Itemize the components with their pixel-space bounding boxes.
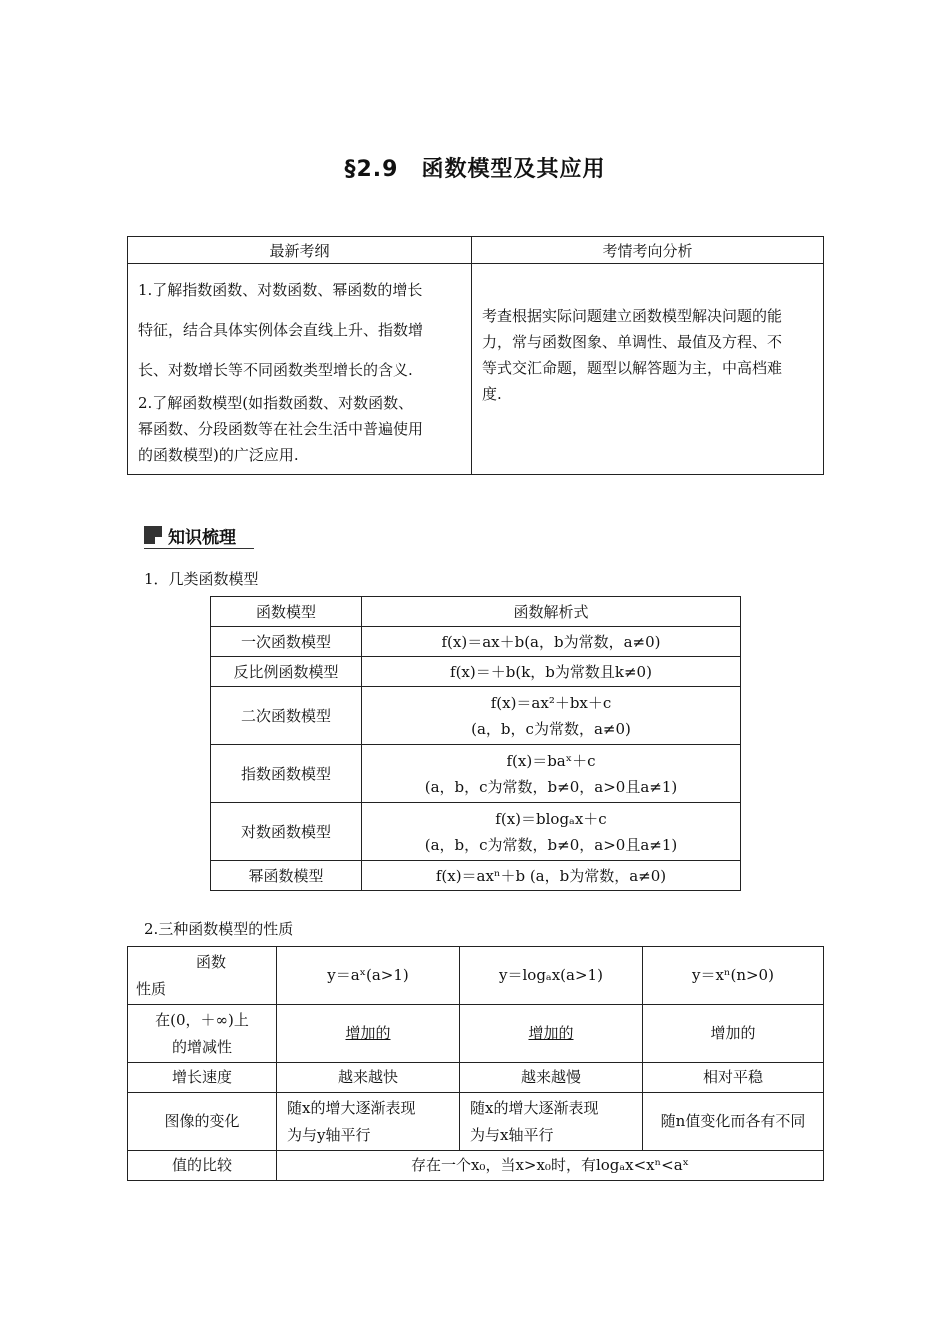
row-label: 图像的变化 [128, 1093, 277, 1151]
formula-line: (a，b，c为常数，b≠0，a>0且a≠1) [424, 835, 678, 854]
function-models-table [210, 596, 741, 891]
cell-value: 越来越快 [277, 1063, 460, 1093]
model-formula [362, 687, 741, 745]
syllabus-line: 特征，结合具体实例体会直线上升、指数增 [138, 321, 424, 339]
formula-line: f(x)＝ax²＋bx＋c [490, 693, 612, 712]
part2-heading: 2.三种函数模型的性质 [144, 920, 294, 938]
section-square-icon [144, 526, 162, 544]
syllabus-line: 1.了解指数函数、对数函数、幂函数的增长 [138, 281, 423, 299]
answer-text: 增加的 [528, 1024, 574, 1042]
formula-line: f(x)＝blogₐx＋c [495, 809, 607, 828]
models-header-formula: 函数解析式 [362, 597, 741, 627]
row-label: 值的比较 [128, 1151, 277, 1181]
models-header-name: 函数模型 [211, 597, 362, 627]
answer-text: 增加的 [345, 1024, 391, 1042]
column-log: y＝logₐx(a>1) [460, 947, 643, 1005]
model-name: 反比例函数模型 [211, 657, 362, 687]
formula-line: (a，b，c为常数，a≠0) [471, 719, 631, 738]
cell-line: 为与y轴平行 [287, 1125, 371, 1144]
syllabus-line: 的函数模型)的广泛应用. [138, 446, 299, 464]
analysis-line: 考查根据实际问题建立函数模型解决问题的能 [482, 307, 783, 325]
model-formula [362, 803, 741, 861]
corner-top: 函数 [196, 952, 227, 971]
properties-table [127, 946, 824, 1181]
column-power: y＝xⁿ(n>0) [643, 947, 824, 1005]
column-exp: y＝aˣ(a>1) [277, 947, 460, 1005]
cell-line: 随x的增大逐渐表现 [287, 1098, 416, 1117]
cell-line: 随x的增大逐渐表现 [470, 1098, 599, 1117]
analysis-line: 力，常与函数图象、单调性、最值及方程、不 [482, 333, 783, 351]
row-label-line: 的增减性 [171, 1037, 232, 1056]
model-name: 一次函数模型 [211, 627, 362, 657]
syllabus-requirements [128, 264, 472, 475]
cell-value [277, 1093, 460, 1151]
syllabus-header-left: 最新考纲 [128, 237, 472, 264]
cell-value [460, 1005, 643, 1063]
cell-value: 增加的 [643, 1005, 824, 1063]
syllabus-line: 长、对数增长等不同函数类型增长的含义. [138, 361, 413, 379]
corner-bottom: 性质 [136, 979, 167, 998]
formula-line: (a，b，c为常数，b≠0，a>0且a≠1) [424, 777, 678, 796]
page-title: §2.9 函数模型及其应用 [344, 157, 606, 182]
model-name: 二次函数模型 [211, 687, 362, 745]
row-label-line: 在(0，＋∞)上 [155, 1010, 249, 1029]
analysis-line: 度. [482, 385, 502, 403]
analysis-line: 等式交汇命题，题型以解答题为主，中高档难 [482, 359, 783, 377]
cell-line: 为与x轴平行 [470, 1125, 554, 1144]
syllabus-analysis [472, 264, 824, 475]
section-header [144, 522, 254, 549]
cell-value: 随n值变化而各有不同 [643, 1093, 824, 1151]
cell-value: 越来越慢 [460, 1063, 643, 1093]
model-formula: f(x)＝＋b(k，b为常数且k≠0) [362, 657, 741, 687]
syllabus-table [127, 236, 824, 475]
section-title: 知识梳理 [168, 528, 236, 548]
part1-heading: 1．几类函数模型 [144, 570, 259, 588]
corner-header [128, 947, 277, 1005]
cell-value [460, 1093, 643, 1151]
model-formula [362, 745, 741, 803]
model-formula: f(x)＝axⁿ＋b (a，b为常数，a≠0) [362, 861, 741, 891]
cell-value [277, 1005, 460, 1063]
syllabus-header-right: 考情考向分析 [472, 237, 824, 264]
merged-cell: 存在一个x₀，当x>x₀时，有logₐx<xⁿ<aˣ [277, 1151, 824, 1181]
model-name: 指数函数模型 [211, 745, 362, 803]
formula-line: f(x)＝baˣ＋c [506, 751, 596, 770]
row-label [128, 1005, 277, 1063]
model-name: 幂函数模型 [211, 861, 362, 891]
model-formula: f(x)＝ax＋b(a，b为常数，a≠0) [362, 627, 741, 657]
syllabus-line: 幂函数、分段函数等在社会生活中普遍使用 [138, 420, 424, 438]
row-label: 增长速度 [128, 1063, 277, 1093]
syllabus-line: 2.了解函数模型(如指数函数、对数函数、 [138, 394, 414, 412]
model-name: 对数函数模型 [211, 803, 362, 861]
cell-value: 相对平稳 [643, 1063, 824, 1093]
